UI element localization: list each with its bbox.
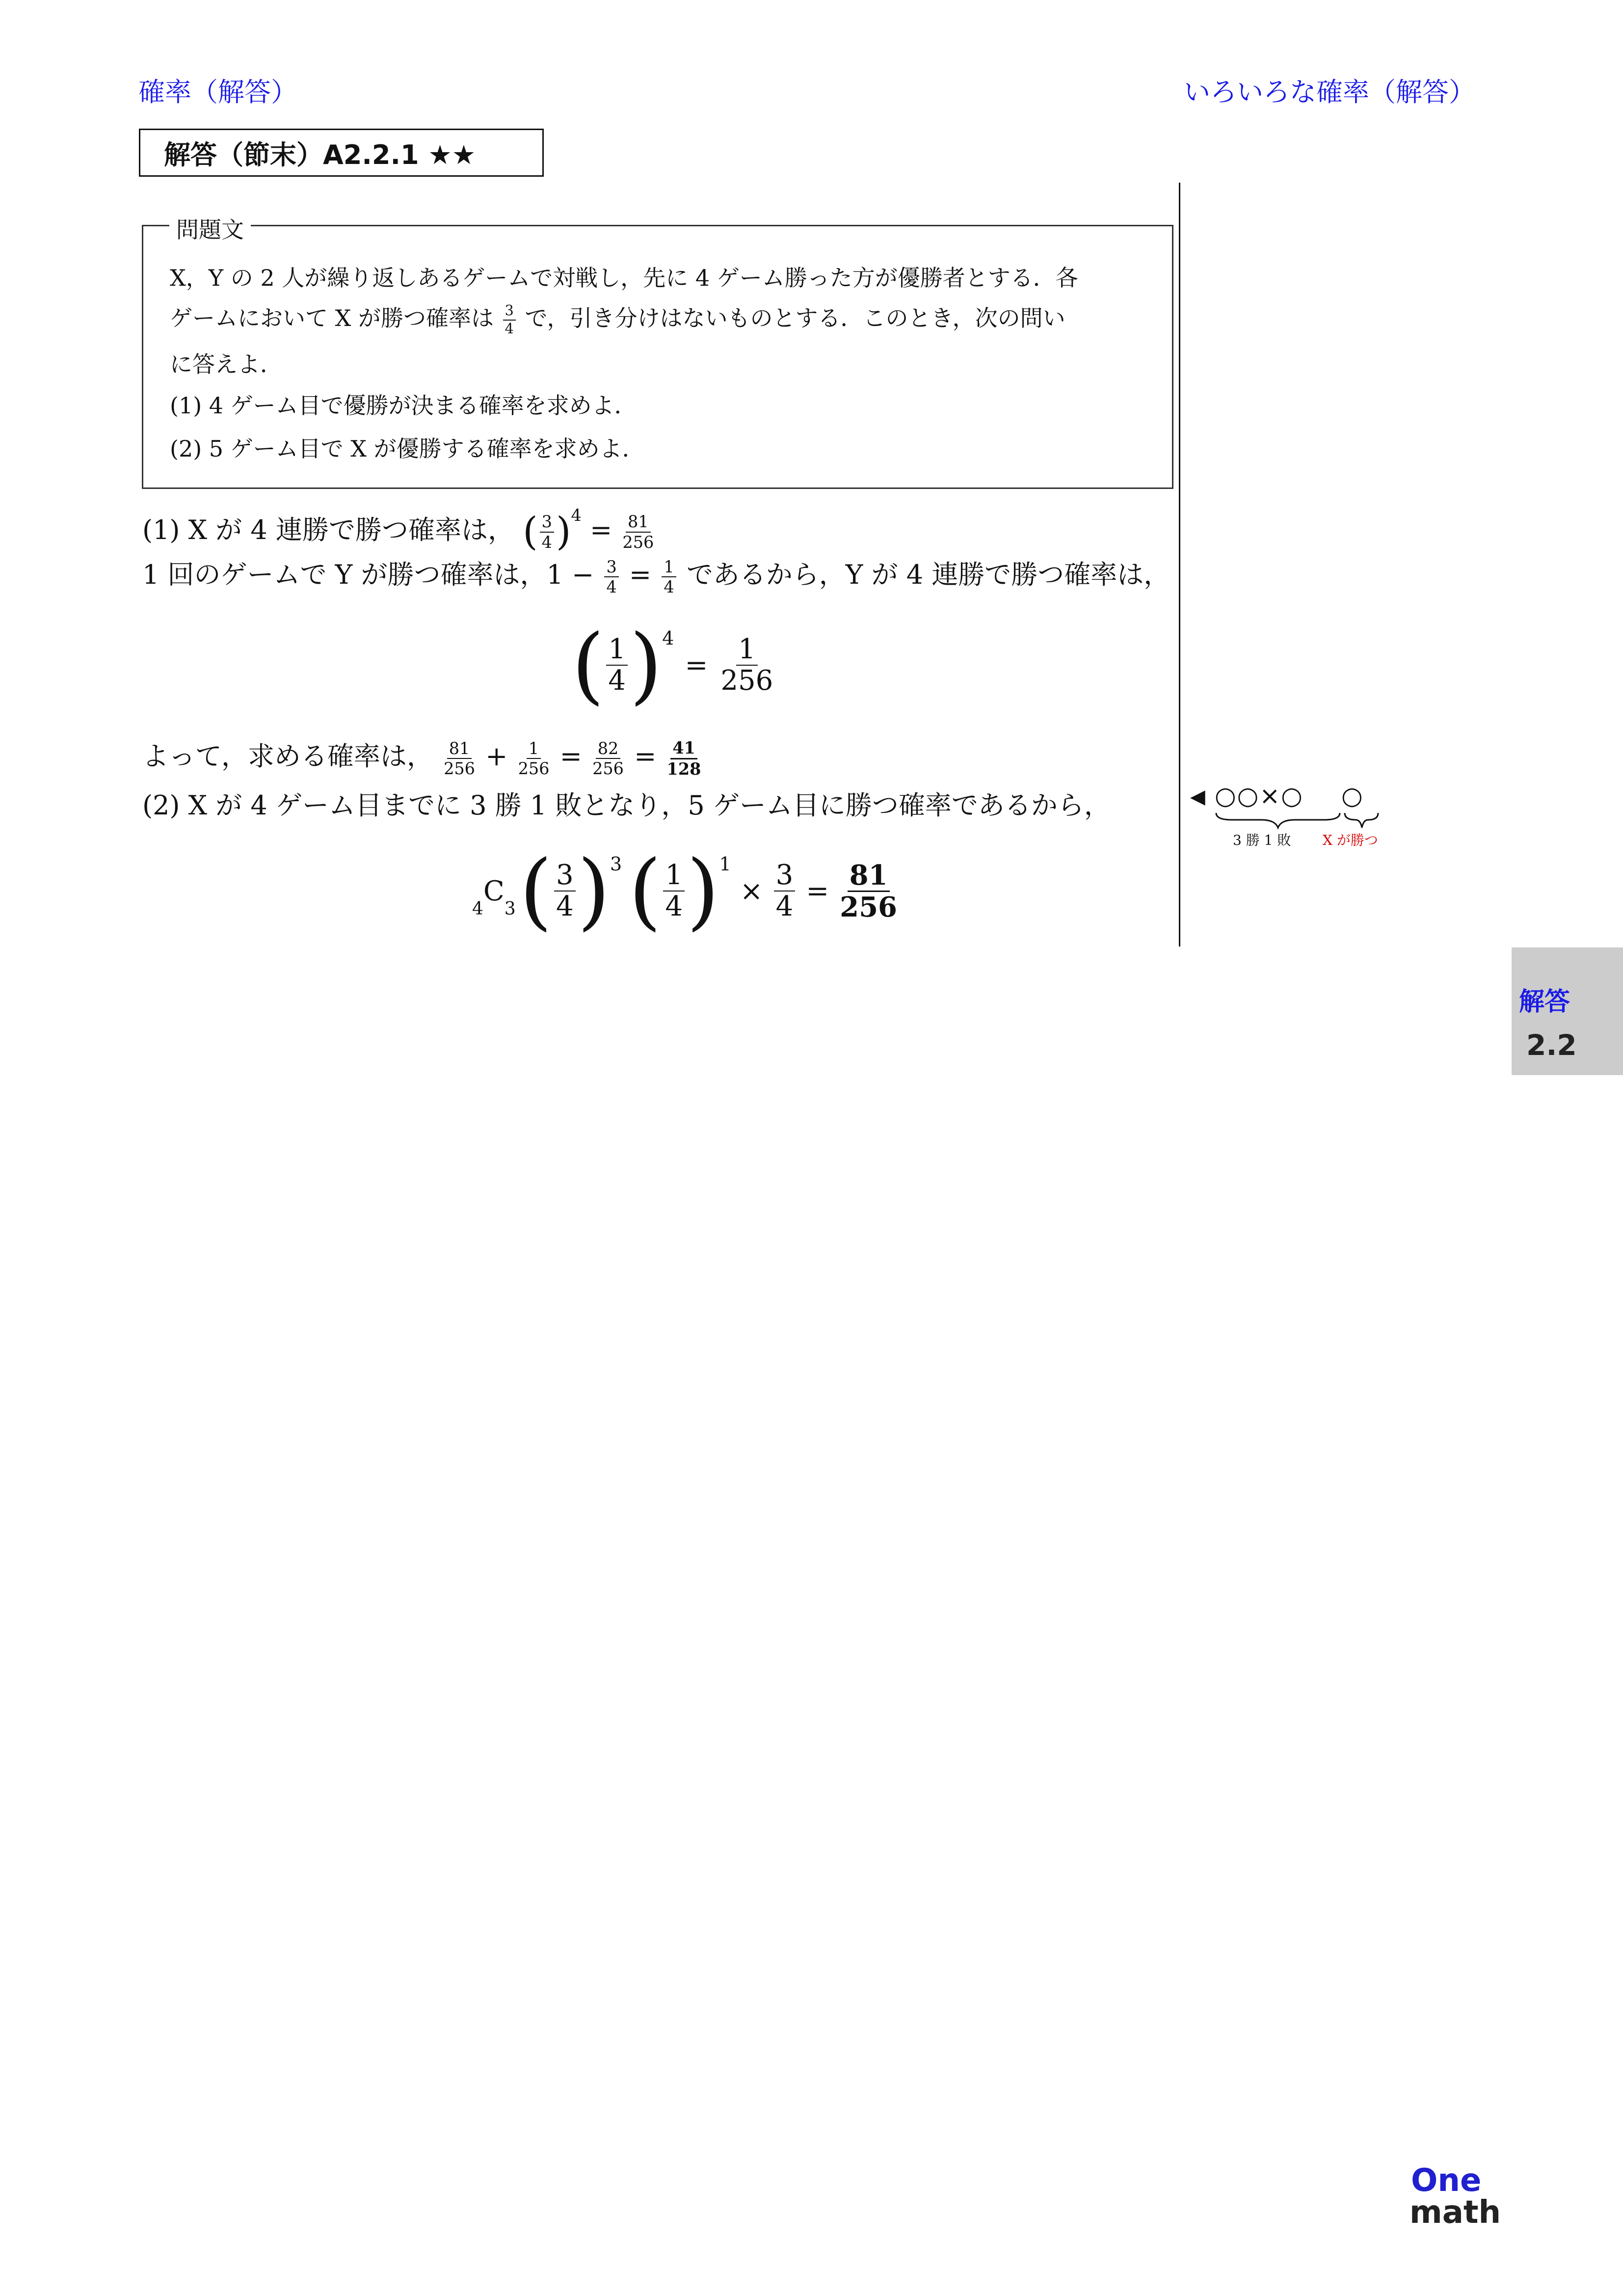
comb-sub: 3 bbox=[504, 899, 516, 919]
fraction: $\frac{1}{4}$ bbox=[606, 636, 628, 695]
equals: = bbox=[589, 514, 612, 545]
fraction: $\frac{3}{4}$ bbox=[774, 862, 796, 920]
fraction: $\frac{1}{4}$ bbox=[663, 862, 685, 920]
problem-text: ゲームにおいて X が勝つ確率は bbox=[170, 305, 494, 331]
solution-line-2 bbox=[142, 554, 1170, 595]
fraction: $\frac{3}{4}$ bbox=[503, 304, 516, 336]
logo-one: One bbox=[1411, 2162, 1482, 2199]
solution-line-3 bbox=[142, 735, 703, 777]
times: × bbox=[740, 875, 763, 907]
equals: = bbox=[685, 649, 708, 681]
equals: = bbox=[559, 741, 582, 772]
equals: = bbox=[634, 741, 657, 772]
paren-open: ( bbox=[519, 842, 552, 940]
paren-open: ( bbox=[629, 842, 662, 940]
paren-close: ) bbox=[556, 509, 571, 554]
side-note-label-2: X が勝つ bbox=[1323, 832, 1378, 848]
paren-open: ( bbox=[523, 509, 538, 554]
section-title: 解答（節末）A2.2.1 ★★ bbox=[139, 129, 544, 177]
solution-text: (1) X が 4 連勝で勝つ確率は， bbox=[142, 514, 514, 545]
equals: = bbox=[806, 875, 829, 907]
answer-fraction: $\frac{81}{256}$ bbox=[840, 859, 898, 923]
side-note-arrow: ◀ bbox=[1190, 785, 1205, 808]
problem-question-2: (2) 5 ゲーム目で X が優勝する確率を求めよ． bbox=[170, 435, 645, 462]
solution-text: であるから，Y が 4 連勝で勝つ確率は， bbox=[686, 559, 1171, 590]
problem-line bbox=[170, 300, 1065, 336]
exponent: 4 bbox=[662, 627, 674, 649]
problem-text: で，引き分けはないものとする．このとき，次の問い bbox=[525, 305, 1065, 331]
problem-line: に答えよ． bbox=[170, 351, 283, 378]
solution-line-1 bbox=[142, 506, 656, 554]
fraction: $\frac{81}{256}$ bbox=[622, 512, 654, 552]
chapter-tab-label: 解答 bbox=[1519, 987, 1570, 1017]
fraction: $\frac{1}{256}$ bbox=[518, 738, 550, 778]
paren-close: ) bbox=[687, 842, 719, 940]
fraction: $\frac{1}{4}$ bbox=[662, 559, 676, 595]
fraction: $\frac{81}{256}$ bbox=[444, 738, 475, 778]
solution-text: よって，求める確率は， bbox=[142, 741, 433, 772]
answer-fraction: $\frac{41}{128}$ bbox=[666, 738, 701, 779]
display-equation-1 bbox=[572, 617, 775, 714]
exponent: 4 bbox=[571, 506, 582, 525]
header-left: 確率（解答） bbox=[138, 77, 297, 108]
underbrace-icon bbox=[1212, 811, 1379, 831]
side-note-marks-1: ○○×○ bbox=[1215, 782, 1304, 810]
fraction: $\frac{3}{4}$ bbox=[604, 559, 618, 595]
chapter-tab-number: 2.2 bbox=[1526, 1028, 1577, 1062]
comb-pre-sub: 4 bbox=[472, 899, 483, 919]
paren-close: ) bbox=[629, 617, 663, 714]
plus: + bbox=[485, 741, 508, 772]
paren-open: ( bbox=[572, 617, 605, 714]
side-note-marks-2: ○ bbox=[1341, 782, 1363, 810]
solution-text: 1 回のゲームで Y が勝つ確率は，1 − bbox=[142, 559, 594, 590]
fraction: $\frac{3}{4}$ bbox=[554, 862, 576, 920]
side-note-label-1: 3 勝 1 敗 bbox=[1233, 832, 1291, 848]
header-right: いろいろな確率（解答） bbox=[1184, 77, 1475, 108]
problem-line: X，Y の 2 人が繰り返しあるゲームで対戦し，先に 4 ゲーム勝った方が優勝者とする．各 bbox=[170, 265, 1078, 291]
problem-question-1: (1) 4 ゲーム目で優勝が決まる確率を求めよ． bbox=[170, 392, 637, 419]
problem-legend: 問題文 bbox=[169, 212, 251, 244]
solution-line-4: (2) X が 4 ゲーム目までに 3 勝 1 敗となり，5 ゲーム目に勝つ確率であるから， bbox=[142, 790, 1111, 821]
exponent: 3 bbox=[610, 853, 622, 875]
equals: = bbox=[629, 559, 652, 590]
margin-divider bbox=[1179, 183, 1180, 946]
comb-symbol: C bbox=[483, 875, 505, 907]
logo-math: math bbox=[1410, 2194, 1501, 2231]
exponent: 1 bbox=[719, 853, 731, 875]
fraction: $\frac{3}{4}$ bbox=[540, 513, 554, 550]
display-equation-2 bbox=[472, 842, 899, 940]
fraction: $\frac{82}{256}$ bbox=[592, 738, 624, 778]
fraction: $\frac{1}{256}$ bbox=[720, 633, 773, 697]
paren-close: ) bbox=[577, 842, 610, 940]
